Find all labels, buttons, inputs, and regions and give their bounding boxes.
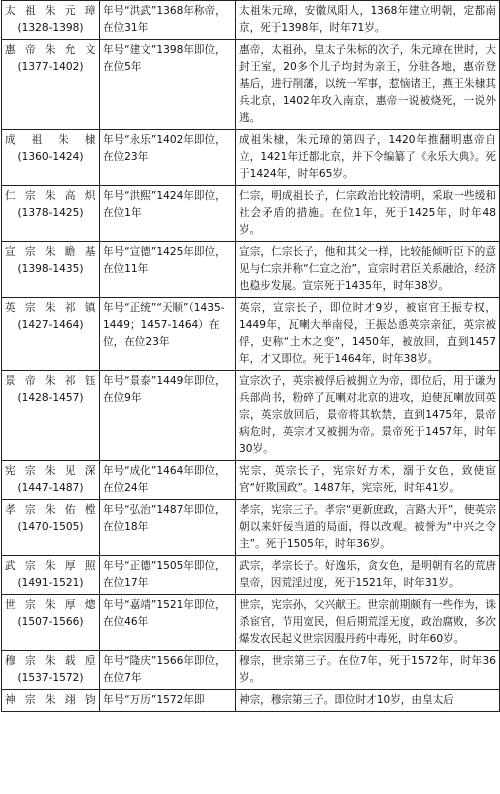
- emperor-cell: [2, 40, 100, 130]
- emperor-cell: [2, 556, 100, 595]
- table-row: [2, 556, 500, 595]
- reign-cell: 年号“洪熙”1424年即位，在位1年: [100, 186, 236, 242]
- reign-cell: 年号“洪武”1368年称帝，在位31年: [100, 1, 236, 40]
- table-row: [2, 186, 500, 242]
- reign-cell: 年号“正德”1505年即位，在位17年: [100, 556, 236, 595]
- emperor-cell: [2, 371, 100, 461]
- emperor-name: 成祖朱棣: [5, 134, 96, 146]
- reign-cell: 年号“宣德”1425年即位，在位11年: [100, 242, 236, 298]
- emperor-cell: [2, 130, 100, 186]
- table-row: [2, 40, 500, 130]
- emperor-name: 神宗朱翊钧: [5, 694, 96, 706]
- reign-cell: 年号“隆庆”1566年即位，在位7年: [100, 651, 236, 690]
- description-cell: 世宗，宪宗孙，父兴献王。世宗前期颇有一些作为，诛杀宦官，节用宽民，但后期荒淫无度，政治腐败，多次爆发农民起义世宗因服丹药中毒死，时年60岁。: [236, 595, 500, 651]
- description-cell: 宣宗，仁宗长子，他和其父一样，比较能倾听臣下的意见与仁宗并称“仁宣之治”，宣宗时君臣关系融洽，经济也稳步发展。宣宗死于1435年，时年38岁。: [236, 242, 500, 298]
- emperor-cell: [2, 242, 100, 298]
- emperor-years: (1470-1505): [17, 521, 84, 533]
- emperor-name: 景帝朱祁钰: [5, 375, 96, 387]
- table-row: [2, 500, 500, 556]
- description-cell: 宣宗次子，英宗被俘后被拥立为帝，即位后，用于谦为兵部尚书，粉碎了瓦喇对北京的进攻，迫使瓦喇放回英宗，英宗放回后，景帝将其软禁，直到1475年，景帝病危时，英宗才又被拥为帝。景帝死于1457年，时年30岁。: [236, 371, 500, 461]
- emperor-years: (1360-1424): [17, 151, 84, 163]
- description-cell: 仁宗，明成祖长子，仁宗政治比较清明，采取一些缓和社会矛盾的措施。在位1年，死于1425年，时年48岁。: [236, 186, 500, 242]
- table-row: [2, 1, 500, 40]
- reign-cell: 年号“弘治”1487年即位，在位18年: [100, 500, 236, 556]
- table-row: [2, 690, 500, 712]
- table-row: [2, 595, 500, 651]
- description-cell: 宪宗，英宗长子，宪宗好方术，溺于女色，致使宦官“奸欺国政”。1487年，宪宗死，时年41岁。: [236, 461, 500, 500]
- emperor-cell: [2, 1, 100, 40]
- emperor-name: 宣宗朱瞻基: [5, 246, 96, 258]
- emperor-name: 孝宗朱佑樘: [5, 504, 96, 516]
- emperor-name: 穆宗朱载垕: [5, 655, 96, 667]
- emperor-years: (1398-1435): [17, 263, 84, 275]
- emperor-years: (1377-1402): [17, 61, 84, 73]
- description-cell: 成祖朱棣，朱元璋的第四子，1420年推翻明惠帝自立，1421年迁都北京，并下令编纂了《永乐大典》。死于1424年，时年65岁。: [236, 130, 500, 186]
- description-cell: 穆宗，世宗第三子。在位7年，死于1572年，时年36岁。: [236, 651, 500, 690]
- emperor-cell: [2, 186, 100, 242]
- reign-cell: 年号“景泰”1449年即位，在位9年: [100, 371, 236, 461]
- description-cell: 太祖朱元璋，安徽凤阳人，1368年建立明朝，定都南京，死于1398年，时年71岁。: [236, 1, 500, 40]
- emperor-cell: [2, 651, 100, 690]
- emperor-table: [1, 0, 500, 712]
- description-cell: 武宗，孝宗长子。好逸乐，贪女色，是明朝有名的荒唐皇帝，因荒淫过度，死于1521年，时年31岁。: [236, 556, 500, 595]
- table-row: [2, 461, 500, 500]
- table-row: [2, 298, 500, 371]
- emperor-name: 武宗朱厚照: [5, 560, 96, 572]
- emperor-cell: [2, 595, 100, 651]
- emperor-name: 太祖朱元璋: [5, 5, 96, 17]
- description-cell: 英宗，宣宗长子，即位时才9岁，被宦官王振专权，1449年，瓦喇大举南侵，王振怂恿英宗亲征，英宗被俘，史称“土木之变”，1450年，被放回，直到1457年，才又即位。死于1464年，时年38岁。: [236, 298, 500, 371]
- description-cell: 惠帝，太祖孙，皇太子朱标的次子，朱元璋在世时，大封王室，20多个儿子均封为亲王，分驻各地，惠帝登基后，进行削藩，以统一军事，惹恼诸王，燕王朱棣其兵北京，1402年攻入南京，惠帝一说被烧死，一说外逃。: [236, 40, 500, 130]
- description-cell: 孝宗，宪宗三子。孝宗“更新庶政，言路大开”，使英宗朝以来奸佞当道的局面，得以改观。被誉为“中兴之令主”。死于1505年，时年36岁。: [236, 500, 500, 556]
- reign-cell: 年号“成化”1464年即位，在位24年: [100, 461, 236, 500]
- emperor-years: (1507-1566): [17, 616, 84, 628]
- emperor-name: 仁宗朱高炽: [5, 190, 96, 202]
- emperor-cell: [2, 690, 100, 712]
- emperor-name: 英宗朱祁镇: [5, 302, 96, 314]
- emperor-name: 惠帝朱允文: [5, 44, 96, 56]
- table-row: [2, 651, 500, 690]
- reign-cell: 年号“永乐”1402年即位，在位23年: [100, 130, 236, 186]
- emperor-cell: [2, 461, 100, 500]
- emperor-years: (1428-1457): [17, 392, 84, 404]
- emperor-name: 宪宗朱见深: [5, 465, 96, 477]
- emperor-years: (1378-1425): [17, 207, 84, 219]
- emperor-years: (1447-1487): [17, 482, 84, 494]
- emperor-name: 世宗朱厚熜: [5, 599, 96, 611]
- emperor-cell: [2, 500, 100, 556]
- reign-cell: 年号“建文”1398年即位，在位5年: [100, 40, 236, 130]
- reign-cell: 年号“正统”“天顺”（1435-1449；1457-1464）在位，在位23年: [100, 298, 236, 371]
- emperor-years: (1491-1521): [17, 577, 84, 589]
- emperor-years: (1427-1464): [17, 319, 84, 331]
- table-row: [2, 371, 500, 461]
- reign-cell: 年号“嘉靖”1521年即位，在位46年: [100, 595, 236, 651]
- table-row: [2, 130, 500, 186]
- description-cell: 神宗，穆宗第三子。即位时才10岁，由皇太后: [236, 690, 500, 712]
- emperor-years: (1537-1572): [17, 672, 84, 684]
- reign-cell: 年号“万历”1572年即: [100, 690, 236, 712]
- emperor-years: (1328-1398): [17, 22, 84, 34]
- table-row: [2, 242, 500, 298]
- emperor-cell: [2, 298, 100, 371]
